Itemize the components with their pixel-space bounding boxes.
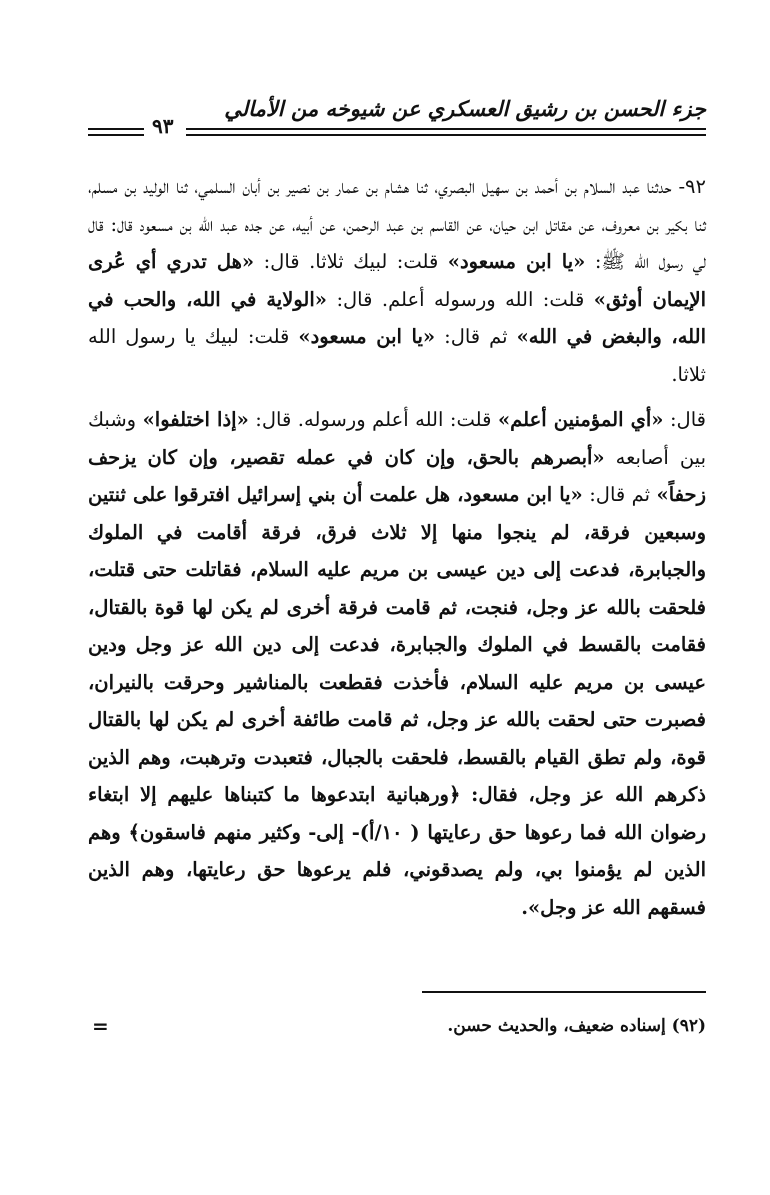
text-line: ابن حيان، عن القاسم بن عبد الرحمن، عن أبيه، عن جده عبد الله بن bbox=[179, 212, 539, 236]
quoted-speech: «يا ابن مسعود» bbox=[298, 325, 436, 348]
text-segment: قلت: لبيك ثلاثا. bbox=[309, 250, 448, 273]
text-line: ٩٢- حدثنا عبد السلام بن أحمد بن سهيل البصري، ثنا هشام بن عمار بن bbox=[316, 175, 706, 198]
header-rule-left bbox=[88, 128, 144, 130]
quoted-speech: «يا ابن مسعود» bbox=[447, 250, 586, 273]
hadith-paragraph-isnad bbox=[88, 168, 706, 393]
quoted-speech: «أبصرهم بالحق، وإن كان في عمله تقصير، وإن كان bbox=[147, 445, 605, 469]
text-line: وكثير منهم فاسقون﴾ وهم الذين لم يؤمنوا بي، ولم يصدقوني، فلم يرعوها bbox=[88, 820, 706, 881]
main-text bbox=[88, 168, 706, 926]
text-segment: قلت: الله أعلم ورسوله. قال: bbox=[248, 408, 498, 431]
text-segment: ثم قال: bbox=[435, 325, 517, 348]
text-line: بالنيران، فصبرت حتى لحقت بالله عز وجل، ثم قامت طائفة أخرى لم يكن bbox=[88, 670, 707, 731]
quoted-speech: «الولاية في الله، والحب في الله، والبغض في الله» bbox=[88, 287, 706, 348]
text-segment: قال: bbox=[254, 250, 300, 273]
text-segment: وشبك بين أصابعه bbox=[88, 408, 706, 469]
quoted-speech: «إذا اختلفوا» bbox=[142, 408, 249, 431]
text-line: نصير بن أبان السلمي، ثنا الوليد بن مسلم، ثنا بكير بن معروف، عن مقاتل bbox=[88, 175, 706, 236]
header-rule-right-lower bbox=[186, 134, 706, 136]
running-title: جزء الحسن بن رشيق العسكري عن شيوخه من الأمالي bbox=[224, 96, 706, 121]
quoted-speech: «هل تدري أي عُرى الإيمان أوثق» bbox=[88, 250, 706, 311]
text-segment: قال: bbox=[663, 408, 706, 431]
header-rule-left-lower bbox=[88, 134, 144, 136]
text-line: الملوك والجبابرة، فدعت إلى دين عيسى بن مريم عليه السلام، فقاتلت حتى bbox=[88, 520, 706, 581]
footnote-separator bbox=[422, 991, 706, 993]
footnote: (٩٢) إسناده ضعيف، والحديث حسن. bbox=[447, 1016, 706, 1036]
text-line: ودين عيسى بن مريم عليه السلام، فأخذت فقطعت بالمناشير وحرقت bbox=[88, 633, 706, 694]
quoted-speech: يزحف زحفاً» bbox=[88, 445, 706, 506]
quoted-speech: «يا ابن مسعود، هل علمت أن بني إسرائيل افترقوا bbox=[173, 483, 583, 506]
header-rule-right bbox=[186, 128, 706, 130]
text-line: حق رعايتها، وهم الذين فسقهم الله عز وجل». bbox=[88, 858, 706, 919]
text-line: كتبناها عليهم إلا ابتغاء رضوان الله فما رعوها حق رعايتها ( ١٠/أ)- إلى- bbox=[88, 783, 706, 844]
text-line: قتلت، فلحقت بالله عز وجل، فنجت، ثم قامت فرقة أخرى لم يكن لها قوة bbox=[88, 558, 706, 619]
text-line: على ثنتين وسبعين فرقة، لم ينجوا منها إلا ثلاث فرق، فرقة أقامت في bbox=[88, 483, 706, 544]
quoted-speech: «أي المؤمنين أعلم» bbox=[497, 408, 664, 431]
continuation-mark: = bbox=[92, 1014, 109, 1038]
text-line: بالقتال، فقامت بالقسط في الملوك والجبابرة، فدعت إلى دين الله عز وجل bbox=[88, 595, 706, 656]
text-line: مسعود قال: قال لي رسول الله ﷺ: bbox=[88, 212, 706, 273]
text-line: قلت: لبيك يا رسول الله ثلاثا. bbox=[88, 325, 706, 386]
text-segment: ثم قال: bbox=[582, 483, 657, 506]
page-number: ٩٣ bbox=[152, 114, 174, 138]
hadith-paragraph-matn bbox=[88, 401, 706, 926]
text-line: وترهبت، وهم الذين ذكرهم الله عز وجل، فقال: ﴿ورهبانية ابتدعوها ما bbox=[88, 745, 706, 806]
text-line: لها بالقتال قوة، ولم تطق القيام بالقسط، فلحقت بالجبال، فتعبدت bbox=[88, 708, 706, 769]
text-segment: قلت: الله ورسوله أعلم. قال: bbox=[336, 287, 594, 311]
